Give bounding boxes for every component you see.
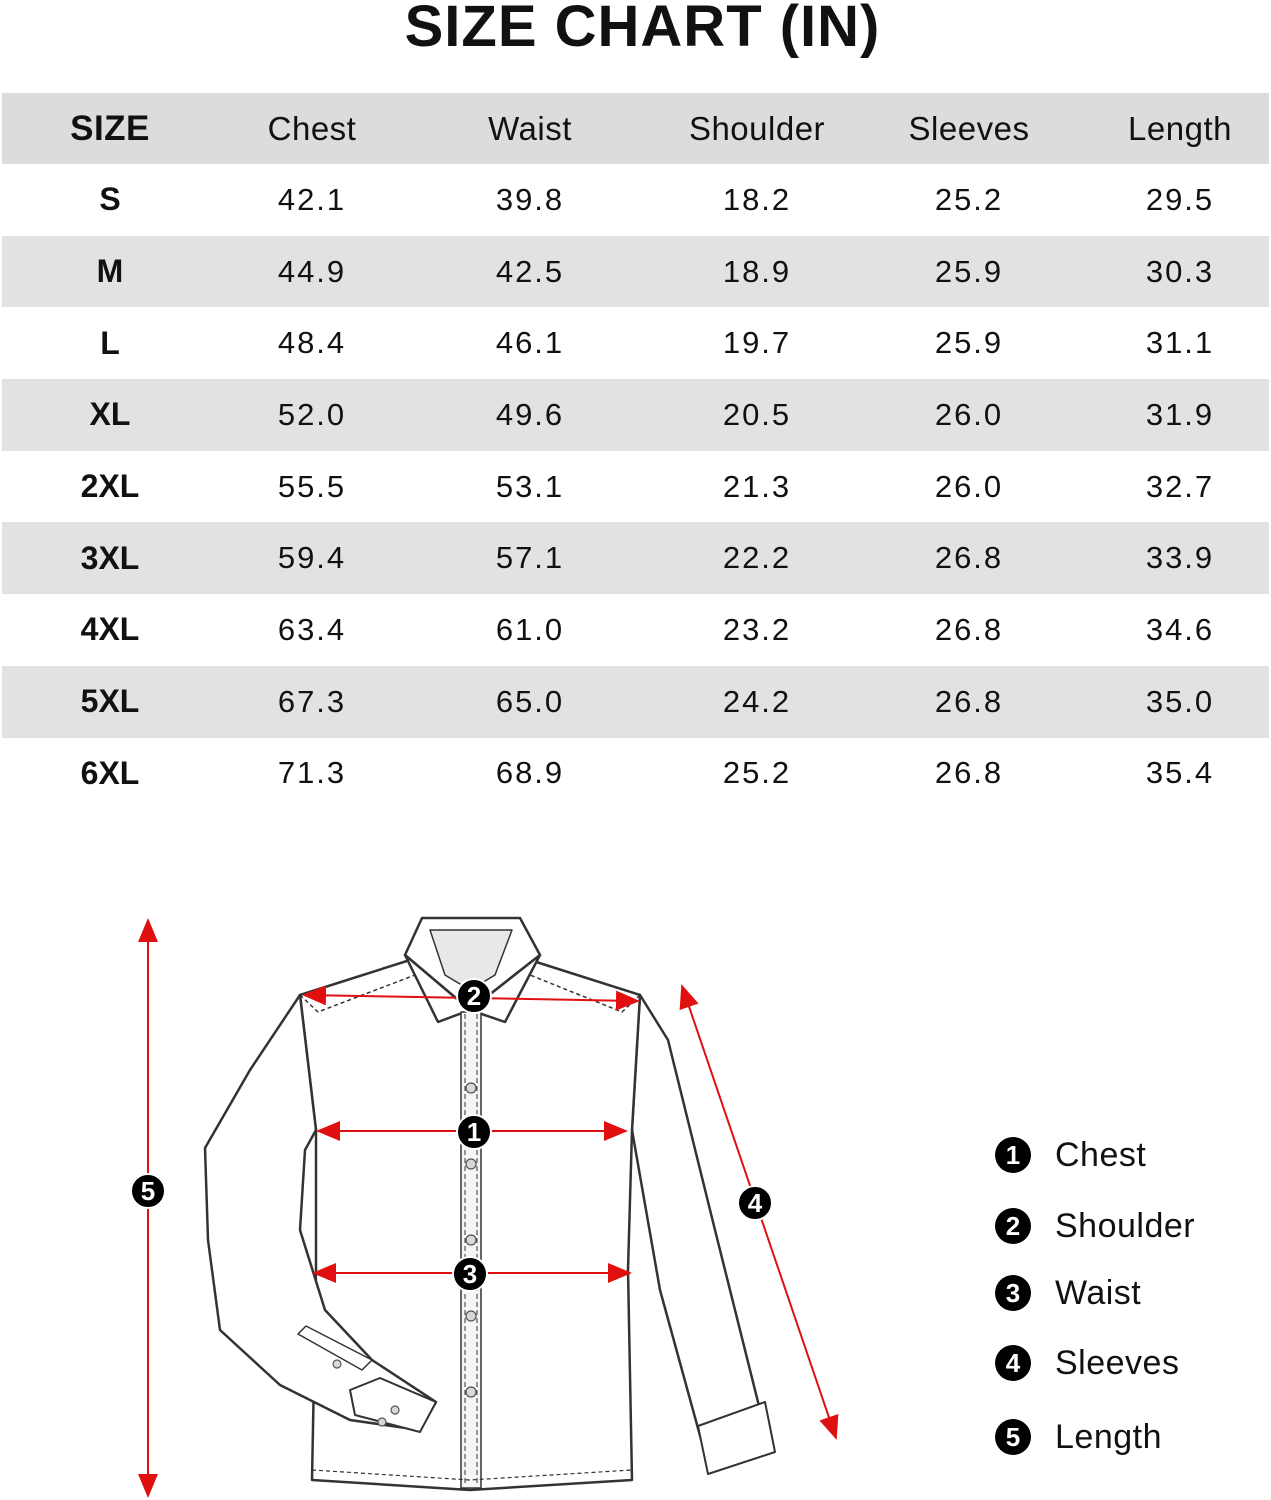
length-cell: 34.6 — [1145, 611, 1215, 647]
legend-label: Sleeves — [1055, 1343, 1180, 1382]
marker-chest-label: 1 — [466, 1117, 482, 1147]
header-size: SIZE — [70, 108, 150, 148]
sleeves-cell: 26.8 — [934, 540, 1004, 576]
length-cell: 33.9 — [1145, 540, 1215, 576]
legend-item-sleeves — [995, 1343, 1179, 1383]
shoulder-cell: 20.5 — [722, 396, 792, 432]
page-title: SIZE CHART (IN) — [404, 0, 881, 59]
legend-number: 3 — [995, 1275, 1031, 1311]
legend-label: Length — [1055, 1417, 1162, 1456]
size-cell: 5XL — [80, 683, 140, 720]
size-cell: XL — [89, 396, 131, 433]
table-row — [2, 451, 1269, 523]
length-cell: 30.3 — [1145, 253, 1215, 289]
legend-number: 2 — [995, 1208, 1031, 1244]
shoulder-cell: 18.2 — [722, 181, 792, 217]
table-row — [2, 522, 1269, 594]
legend-item-shoulder — [995, 1206, 1195, 1246]
shoulder-cell: 23.2 — [722, 611, 792, 647]
chest-cell: 63.4 — [277, 611, 347, 647]
header-chest: Chest — [267, 109, 357, 147]
table-row — [2, 666, 1269, 738]
header-length: Length — [1128, 109, 1232, 147]
legend-number: 4 — [995, 1345, 1031, 1381]
length-cell: 31.1 — [1145, 325, 1215, 361]
sleeves-cell: 26.8 — [934, 683, 1004, 719]
length-cell: 35.4 — [1145, 755, 1215, 791]
waist-cell: 61.0 — [495, 611, 565, 647]
sleeves-cell: 26.0 — [934, 468, 1004, 504]
table-row — [2, 738, 1269, 810]
table-row — [2, 307, 1269, 379]
waist-cell: 68.9 — [495, 755, 565, 791]
shoulder-cell: 19.7 — [722, 325, 792, 361]
waist-cell: 49.6 — [495, 396, 565, 432]
shoulder-cell: 24.2 — [722, 683, 792, 719]
shirt-measurement-diagram — [0, 880, 900, 1500]
waist-cell: 42.5 — [495, 253, 565, 289]
waist-cell: 57.1 — [495, 540, 565, 576]
table-row — [2, 594, 1269, 666]
chest-cell: 44.9 — [277, 253, 347, 289]
chest-cell: 48.4 — [277, 325, 347, 361]
table-row — [2, 164, 1269, 236]
shoulder-cell: 25.2 — [722, 755, 792, 791]
chest-cell: 59.4 — [277, 540, 347, 576]
chest-cell: 42.1 — [277, 181, 347, 217]
waist-cell: 65.0 — [495, 683, 565, 719]
legend-item-length — [995, 1417, 1162, 1457]
size-cell: M — [96, 253, 124, 290]
length-cell: 32.7 — [1145, 468, 1215, 504]
shoulder-cell: 18.9 — [722, 253, 792, 289]
legend-number: 1 — [995, 1137, 1031, 1173]
sleeves-cell: 26.8 — [934, 755, 1004, 791]
marker-length-label: 5 — [140, 1176, 156, 1206]
size-cell: 6XL — [80, 754, 140, 791]
shoulder-cell: 21.3 — [722, 468, 792, 504]
size-table — [2, 93, 1269, 809]
marker-shoulder-label: 2 — [466, 981, 482, 1011]
marker-sleeves-label: 4 — [747, 1188, 763, 1218]
marker-waist-label: 3 — [462, 1259, 478, 1289]
size-cell: 2XL — [80, 468, 140, 505]
chest-cell: 67.3 — [277, 683, 347, 719]
table-row — [2, 236, 1269, 308]
size-cell: 4XL — [80, 611, 140, 648]
waist-cell: 53.1 — [495, 468, 565, 504]
chest-cell: 55.5 — [277, 468, 347, 504]
marker-shoulder — [457, 979, 491, 1013]
marker-sleeves — [738, 1186, 772, 1220]
length-cell: 35.0 — [1145, 683, 1215, 719]
legend-label: Chest — [1055, 1135, 1147, 1174]
legend-label: Shoulder — [1055, 1206, 1196, 1245]
header-waist: Waist — [488, 109, 572, 147]
shoulder-cell: 22.2 — [722, 540, 792, 576]
legend-item-chest — [995, 1135, 1146, 1175]
sleeves-cell: 25.9 — [934, 253, 1004, 289]
legend-number: 5 — [995, 1419, 1031, 1455]
table-header-row — [2, 93, 1269, 164]
size-cell: 3XL — [80, 539, 140, 576]
sleeves-cell: 25.2 — [934, 181, 1004, 217]
legend-item-waist — [995, 1273, 1141, 1313]
chest-cell: 71.3 — [277, 755, 347, 791]
marker-length — [131, 1174, 165, 1208]
sleeves-cell: 26.8 — [934, 611, 1004, 647]
waist-cell: 46.1 — [495, 325, 565, 361]
waist-cell: 39.8 — [495, 181, 565, 217]
header-sleeves: Sleeves — [908, 109, 1030, 147]
size-cell: S — [99, 181, 121, 218]
chest-cell: 52.0 — [277, 396, 347, 432]
size-cell: L — [100, 324, 120, 361]
sleeves-cell: 26.0 — [934, 396, 1004, 432]
header-shoulder: Shoulder — [688, 109, 826, 147]
table-row — [2, 379, 1269, 451]
length-cell: 31.9 — [1145, 396, 1215, 432]
legend-label: Waist — [1055, 1273, 1142, 1312]
length-cell: 29.5 — [1145, 181, 1215, 217]
marker-waist — [453, 1257, 487, 1291]
sleeves-cell: 25.9 — [934, 325, 1004, 361]
marker-chest — [457, 1115, 491, 1149]
